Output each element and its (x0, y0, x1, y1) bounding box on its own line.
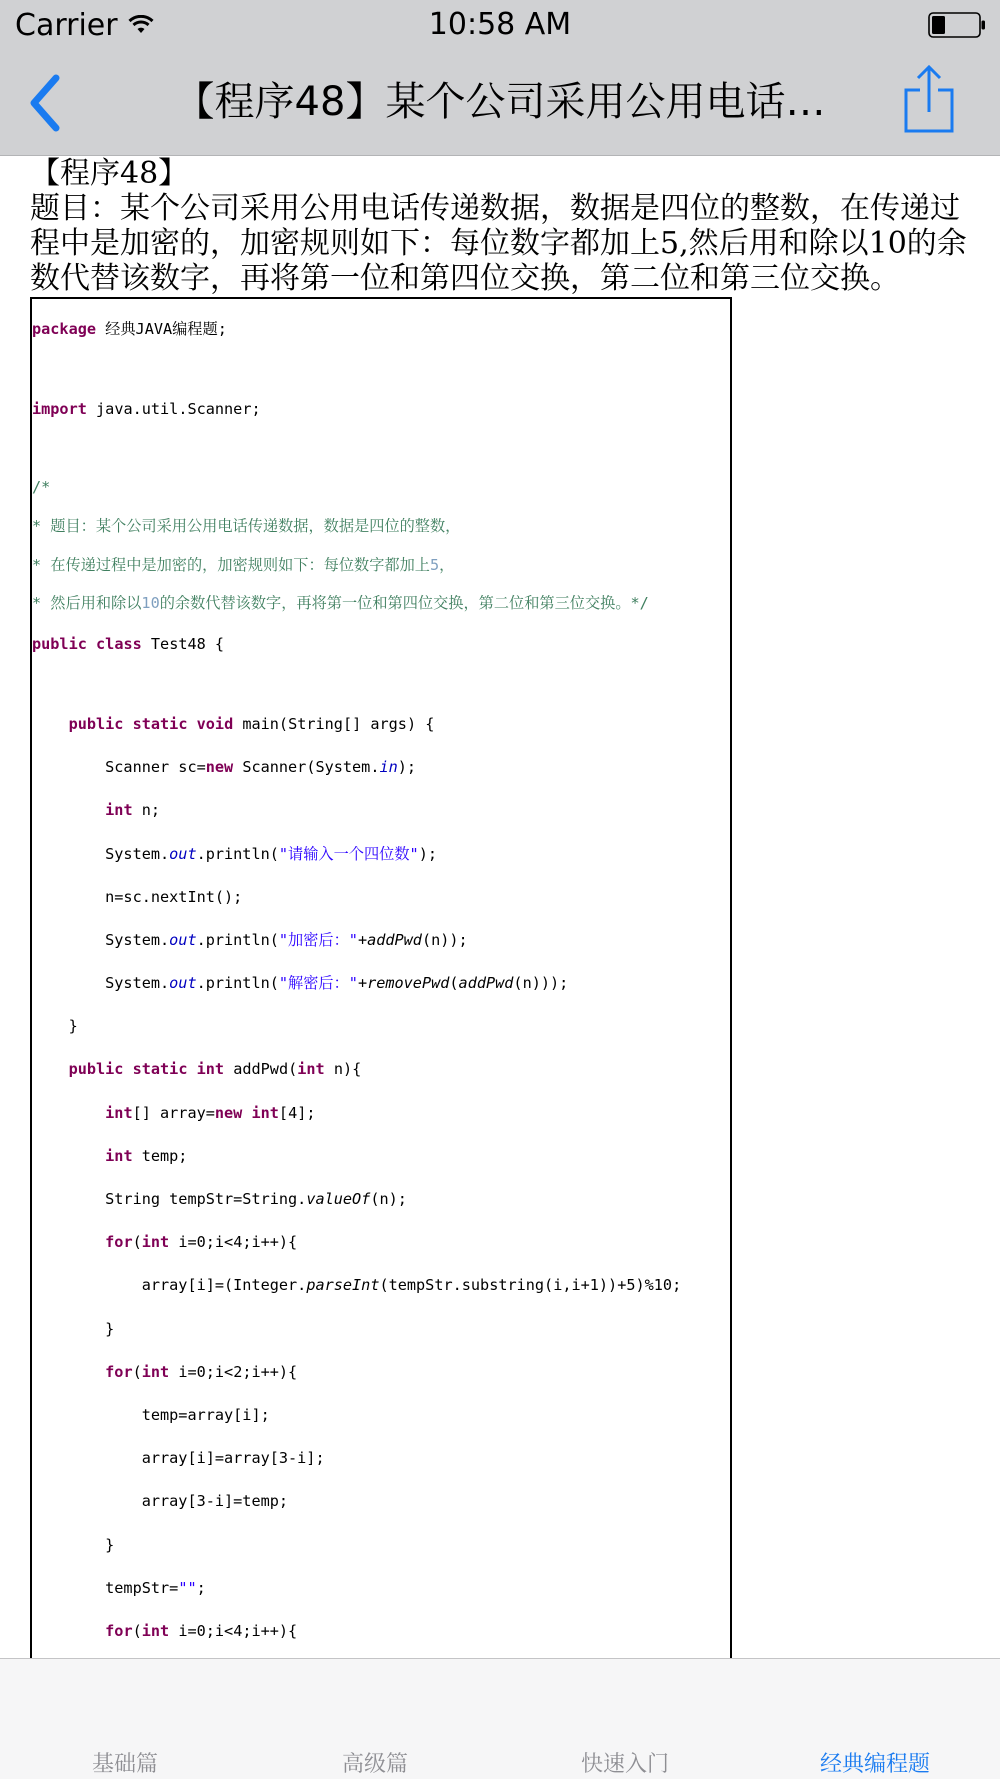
problem-description (30, 156, 985, 296)
tab-bar (0, 1658, 1000, 1779)
tab-classic-problems[interactable]: 经典编程题 (819, 1752, 930, 1777)
problem-heading: 【程序48】 (30, 156, 189, 191)
content-scroll-area[interactable] (0, 156, 1000, 1658)
navigation-bar (0, 0, 1000, 156)
share-icon[interactable] (903, 64, 955, 134)
battery-icon (928, 12, 986, 38)
status-time: 10:58 AM (428, 7, 572, 42)
problem-text: 题目：某个公司采用公用电话传递数据，数据是四位的整数，在传递过程中是加密的，加密规则如下：每位数字都加上5,然后用和除以10的余数代替该数字，再将第一位和第四位交换，第二位和第三位交换。 (30, 191, 967, 296)
code-block (30, 297, 732, 1658)
page-title: 【程序48】某个公司采用公用电话… (174, 79, 826, 125)
tab-quick-start[interactable]: 快速入门 (580, 1752, 669, 1777)
back-chevron-icon[interactable] (26, 74, 66, 132)
carrier-label: Carrier (15, 7, 118, 43)
tab-advanced[interactable]: 高级篇 (341, 1752, 408, 1777)
tab-basics[interactable]: 基础篇 (91, 1752, 158, 1777)
code-listing: package 经典JAVA编程题; import java.util.Scanner; /* * 题目：某个公司采用公用电话传递数据，数据是四位的整数， * 在传递过程中是加密的，加密规则如下：每位数字都加上5， * 然后用和除以10的余数代替该数字，再将第一位和第四位交换，第二位和第三位交换。*/ public class Test48 { public static void main(String[] args) { Scanner sc=new Scanner(System.in); int n; System.out.println("请输入一个四位数"); n=sc.nextInt(); System.out.println("加密后："+addPwd(n)); System.out.println("解密后："+removePwd(addPwd(n))); } public static int addPwd(int n){ int[] array=new int[4]; int temp; String tempStr=String.valueOf(n); for(int i=0;i<4;i++){ array[i]=(Integer.parseInt(tempStr.substring(i,i+1))+5)%10; } for(int i=0;i<2;i++){ temp=array[i]; array[i]=array[3-i]; array[3-i]=temp; } tempStr=""; for(int i=0;i<4;i++){ (32, 320, 682, 1640)
